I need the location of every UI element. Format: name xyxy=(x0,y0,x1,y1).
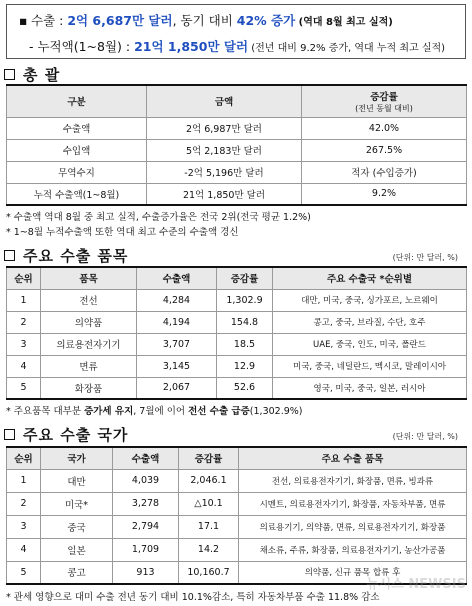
table-header-row: 구분 금액 증감률 (전년 동월 대비) xyxy=(7,85,467,117)
summary-line-cumulative: - 누적액(1~8월) : 21억 1,850만 달러 (전년 대비 9.2% 증가, 역대 누적 최고 실적) xyxy=(29,39,446,54)
table-header-row: 순위 국가 수출액 증감률 주요 수출 품목 xyxy=(7,447,467,469)
table-row: 3 중국 2,794 17.1 의료용기기, 의약품, 면류, 의료용전자기기, 화장품 xyxy=(7,515,467,538)
table-row: 수출액 2억 6,987만 달러 42.0% xyxy=(7,117,467,139)
countries-unit: (단위: 만 달러, %) xyxy=(392,432,458,441)
table-row: 1 전선 4,284 1,302.9 대만, 미국, 중국, 싱가포르, 노르웨이 xyxy=(7,289,467,311)
table-row: 3 의료용전자기기 3,707 18.5 UAE, 중국, 인도, 미국, 폴란드 xyxy=(7,333,467,355)
table-row: 수입액 5억 2,183만 달러 267.5% xyxy=(7,139,467,161)
overview-table xyxy=(6,84,467,206)
table-row: 5 콩고 913 10,160.7 의약품, 신규 품목 합류 후 xyxy=(7,561,467,584)
summary-line-export: ▪ 수출 : 2억 6,687만 달러, 동기 대비 42% 증가 (역대 8월 최고 실적) xyxy=(19,9,457,35)
table-row: 누적 수출액(1~8월) 21억 1,850만 달러 9.2% xyxy=(7,183,467,205)
table-row: 4 일본 1,709 14.2 채소류, 주류, 화장품, 의료용전자기기, 농산가공품 xyxy=(7,538,467,561)
table-row: 무역수지 -2억 5,196만 달러 적자 (수입증가) xyxy=(7,161,467,183)
table-row: 5 화장품 2,067 52.6 영국, 미국, 중국, 일본, 러시아 xyxy=(7,377,467,399)
export-rate: 42% 증가 xyxy=(236,13,296,28)
cumulative-value: 21억 1,850만 달러 xyxy=(134,39,249,54)
items-table xyxy=(6,266,467,400)
items-unit: (단위: 만 달러, %) xyxy=(392,253,458,262)
table-row: 1 대만 4,039 2,046.1 전선, 의료용전자기기, 화장품, 면류, 빙과류 xyxy=(7,469,467,492)
overview-note-1: * 수출액 역대 8월 중 최고 실적, 수출증가율은 전국 2위(전국 평균 1.2%) xyxy=(6,212,311,223)
table-row: 2 미국* 3,278 △10.1 시멘트, 의료용전자기기, 화장품, 자동차부품, 면류 xyxy=(7,492,467,515)
summary-box xyxy=(6,4,466,59)
table-row: 2 의약품 4,194 154.8 콩고, 중국, 브라질, 수단, 호주 xyxy=(7,311,467,333)
square-bullet-icon xyxy=(4,429,15,440)
countries-title: 주요 수출 국가 xyxy=(4,424,128,445)
overview-title: 총 괄 xyxy=(4,64,60,85)
items-note: * 주요품목 대부분 증가세 유지, 7월에 이어 전선 수출 급증(1,302.9%) xyxy=(6,406,303,417)
export-value: 2억 6,687만 달러 xyxy=(67,13,173,28)
table-row: 4 면류 3,145 12.9 미국, 중국, 네덜란드, 멕시코, 말레이시아 xyxy=(7,355,467,377)
countries-note: * 관세 영향으로 대미 수출 전년 동기 대비 10.1%감소, 특히 자동차부품 수출 11.8% 감소 xyxy=(6,592,380,603)
overview-note-2: * 1~8월 누적수출액 또한 역대 최고 수준의 수출액 경신 xyxy=(6,227,239,238)
newsis-watermark: 뉴시스 NEWSIS xyxy=(366,577,466,592)
square-bullet-icon xyxy=(4,250,15,261)
countries-table xyxy=(6,446,467,585)
items-title: 주요 수출 품목 xyxy=(4,245,128,266)
table-header-row: 순위 품목 수출액 증감률 주요 수출국 *순위별 xyxy=(7,267,467,289)
bullet-icon: ▪ xyxy=(19,13,28,28)
square-bullet-icon xyxy=(4,69,15,80)
